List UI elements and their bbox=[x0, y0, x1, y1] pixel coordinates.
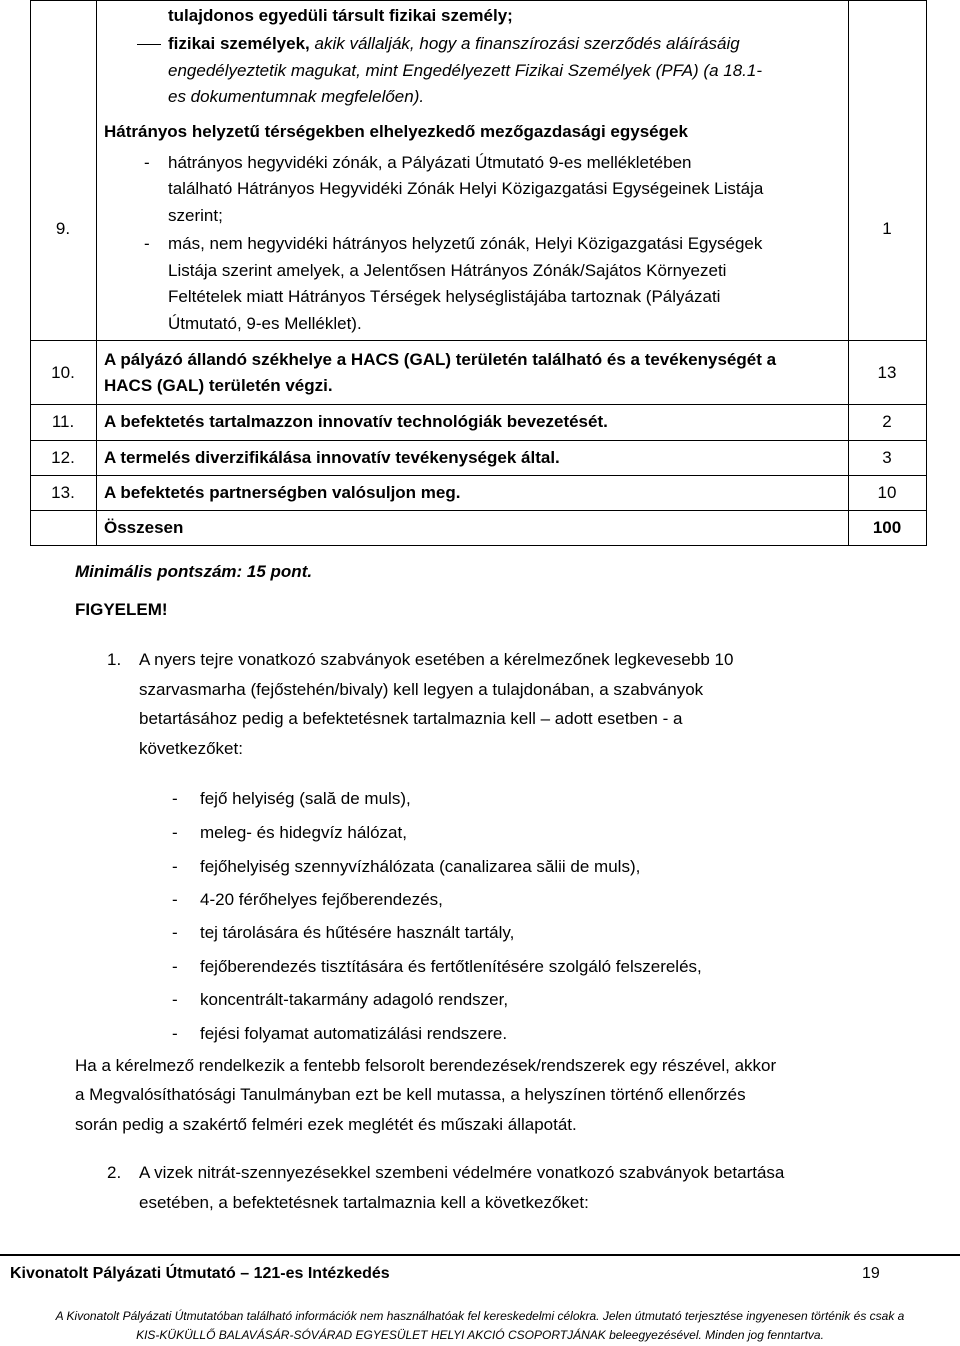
criterion-text bbox=[168, 31, 740, 58]
footer-title: Kivonatolt Pályázati Útmutató – 121-es Intézkedés bbox=[10, 1265, 390, 1282]
dash-bullet: - bbox=[172, 923, 178, 942]
dash-bullet: - bbox=[144, 153, 150, 172]
row-divider bbox=[30, 340, 927, 341]
table-border-bottom bbox=[30, 545, 927, 546]
footer-disclaimer: KIS-KÜKÜLLŐ BALAVÁSÁR-SÓVÁRAD EGYESÜLET HELYI AKCIÓ CSOPORTJÁNAK beleegyezésével. Minden jog fenntartva. bbox=[136, 1328, 824, 1342]
row-points: 2 bbox=[882, 412, 892, 431]
row-divider bbox=[30, 475, 927, 476]
criterion-heading: Hátrányos helyzetű térségekben elhelyezkedő mezőgazdasági egységek bbox=[104, 122, 688, 141]
total-points: 100 bbox=[872, 518, 902, 537]
list-item: fejési folyamat automatizálási rendszere. bbox=[200, 1024, 508, 1043]
criterion-text: HACS (GAL) területén végzi. bbox=[104, 376, 333, 395]
criterion-text: A pályázó állandó székhelye a HACS (GAL) területén található és a tevékenységét a bbox=[104, 350, 777, 369]
min-score: Minimális pontszám: 15 pont. bbox=[75, 562, 313, 581]
row-divider bbox=[30, 510, 927, 511]
dash-bullet: - bbox=[172, 857, 178, 876]
criterion-text: található Hátrányos Hegyvidéki Zónák Helyi Közigazgatási Egységeinek Listája bbox=[168, 179, 764, 198]
row-points: 13 bbox=[877, 363, 897, 382]
criterion-text: es dokumentumnak megfelelően). bbox=[168, 87, 425, 106]
paragraph-line: Ha a kérelmező rendelkezik a fentebb felsorolt berendezések/rendszerek egy részével, akkor bbox=[75, 1056, 777, 1075]
list-item: 4-20 férőhelyes fejőberendezés, bbox=[200, 890, 443, 909]
criterion-text-italic: akik vállalják, hogy a finanszírozási szerződés aláírásáig bbox=[309, 34, 740, 53]
row-number: 11. bbox=[51, 412, 75, 431]
list-item: tej tárolására és hűtésére használt tartály, bbox=[200, 923, 515, 942]
criterion-text: A befektetés tartalmazzon innovatív technológiák bevezetését. bbox=[104, 412, 608, 431]
dash-bullet: - bbox=[172, 890, 178, 909]
dash-bullet: - bbox=[172, 1024, 178, 1043]
paragraph-line: betartásához pedig a befektetésnek tartalmaznia kell – adott esetben - a bbox=[139, 709, 683, 728]
row-number: 9. bbox=[55, 219, 71, 238]
dash-bullet: - bbox=[172, 823, 178, 842]
row-number: 10. bbox=[51, 363, 75, 382]
list-item: fejő helyiség (sală de muls), bbox=[200, 789, 411, 808]
footer-disclaimer: A Kivonatolt Pályázati Útmutatóban található információk nem használhatóak fel kereskedelmi célokra. Jelen útmutató terjesztése ingyenesen történik és csak a bbox=[55, 1309, 905, 1323]
row-divider bbox=[30, 404, 927, 405]
table-border-right bbox=[926, 0, 927, 546]
list-number: 2. bbox=[107, 1163, 122, 1182]
criterion-text: engedélyeztetik magukat, mint Engedélyezett Fizikai Személyek (PFA) (a 18.1- bbox=[168, 61, 763, 80]
list-number: 1. bbox=[107, 650, 122, 669]
criterion-text: A termelés diverzifikálása innovatív tevékenységek által. bbox=[104, 448, 560, 467]
paragraph-line: A nyers tejre vonatkozó szabványok esetében a kérelmezőnek legkevesebb 10 bbox=[139, 650, 734, 669]
column-divider bbox=[96, 0, 97, 546]
table-border-top bbox=[30, 0, 927, 1]
criterion-text: szerint; bbox=[168, 206, 223, 225]
list-item: koncentrált-takarmány adagoló rendszer, bbox=[200, 990, 509, 1009]
row-points: 3 bbox=[882, 448, 892, 467]
row-divider bbox=[30, 440, 927, 441]
list-item: meleg- és hidegvíz hálózat, bbox=[200, 823, 407, 842]
paragraph-line: a Megvalósíthatósági Tanulmányban ezt be kell mutassa, a helyszínen történő ellenőrzés bbox=[75, 1085, 746, 1104]
dash-bullet: - bbox=[144, 234, 150, 253]
criterion-text: más, nem hegyvidéki hátrányos helyzetű zónák, Helyi Közigazgatási Egységek bbox=[168, 234, 763, 253]
total-label: Összesen bbox=[104, 518, 184, 537]
paragraph-line: szarvasmarha (fejőstehén/bivaly) kell legyen a tulajdonában, a szabványok bbox=[139, 680, 704, 699]
criterion-text: hátrányos hegyvidéki zónák, a Pályázati Útmutató 9-es mellékletében bbox=[168, 153, 692, 172]
row-number: 12. bbox=[51, 448, 75, 467]
row-points: 10 bbox=[877, 483, 897, 502]
dash-bullet bbox=[137, 44, 161, 45]
footer-rule bbox=[0, 1254, 960, 1256]
criterion-text: Feltételek miatt Hátrányos Térségek helységlistájába tartoznak (Pályázati bbox=[168, 287, 721, 306]
list-item: fejőhelyiség szennyvízhálózata (canalizarea sălii de muls), bbox=[200, 857, 641, 876]
dash-bullet: - bbox=[172, 957, 178, 976]
dash-bullet: - bbox=[172, 990, 178, 1009]
paragraph-line: A vizek nitrát-szennyezésekkel szembeni védelmére vonatkozó szabványok betartása bbox=[139, 1163, 785, 1182]
criterion-text: Listája szerint amelyek, a Jelentősen Hátrányos Zónák/Sajátos Környezeti bbox=[168, 261, 727, 280]
criterion-text: A befektetés partnerségben valósuljon meg. bbox=[104, 483, 461, 502]
dash-bullet: - bbox=[172, 789, 178, 808]
paragraph-line: során pedig a szakértő felméri ezek meglétét és műszaki állapotát. bbox=[75, 1115, 577, 1134]
criterion-text: tulajdonos egyedüli társult fizikai személy; bbox=[168, 6, 513, 25]
paragraph-line: esetében, a befektetésnek tartalmaznia kell a következőket: bbox=[139, 1193, 589, 1212]
page-number: 19 bbox=[862, 1265, 880, 1282]
criterion-text-bold: fizikai személyek, bbox=[168, 34, 310, 53]
row-points: 1 bbox=[882, 219, 892, 238]
criterion-text: Útmutató, 9-es Melléklet). bbox=[168, 314, 362, 333]
warning-heading: FIGYELEM! bbox=[75, 600, 168, 619]
row-number: 13. bbox=[51, 483, 75, 502]
list-item: fejőberendezés tisztítására és fertőtlenítésére szolgáló felszerelés, bbox=[200, 957, 702, 976]
paragraph-line: következőket: bbox=[139, 739, 243, 758]
